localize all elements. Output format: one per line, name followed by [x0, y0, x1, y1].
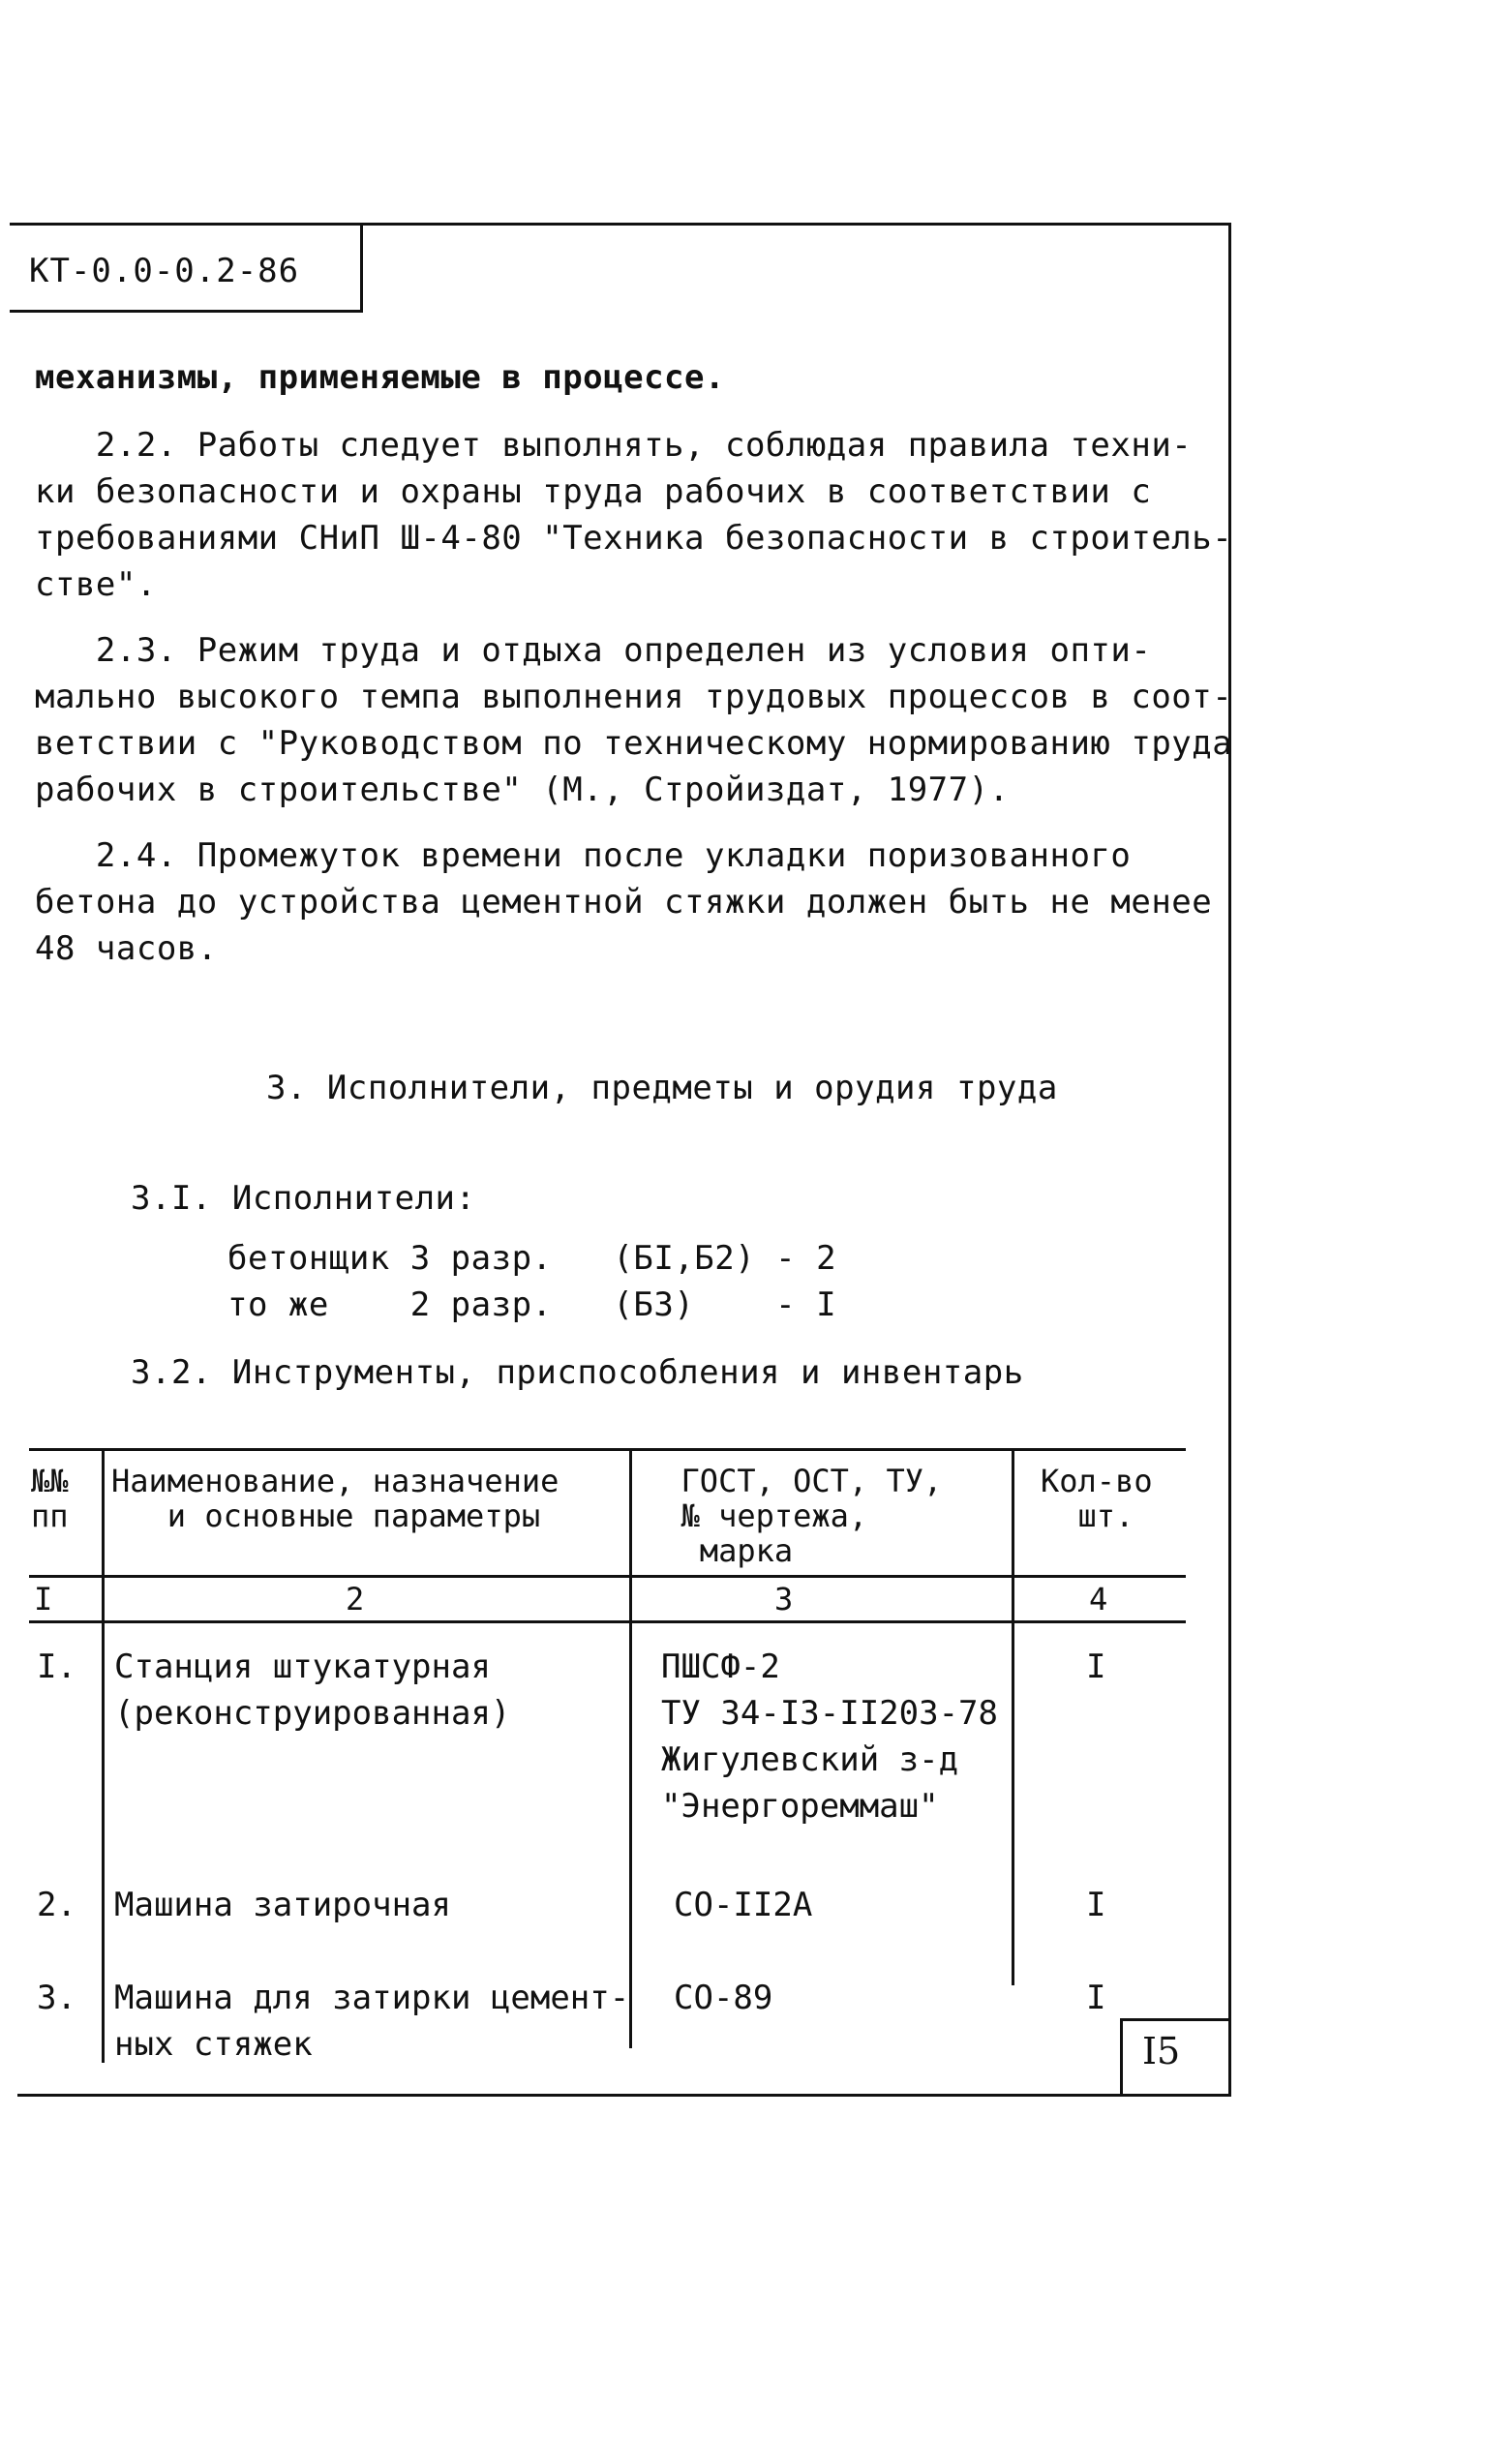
page-number: I5	[1142, 2030, 1181, 2072]
table-row-qty: I	[1086, 1979, 1106, 2017]
body-line: 48 часов.	[35, 929, 218, 968]
table-header-number: №№ пп	[31, 1463, 69, 1534]
body-line: механизмы, применяемые в процессе.	[35, 358, 725, 397]
body-line: ветствии с "Руководством по техническому нормированию труда	[35, 724, 1233, 763]
table-colnum: 3	[774, 1581, 794, 1618]
section-title: 3. Исполнители, предметы и орудия труда	[266, 1069, 1058, 1107]
body-line: требованиями СНиП Ш-4-80 "Техника безопасности в строитель-	[35, 519, 1233, 558]
table-colnum: 2	[346, 1581, 365, 1618]
subsection-title-performers: 3.I. Исполнители:	[131, 1179, 476, 1218]
table-colnum: I	[34, 1581, 53, 1618]
body-line: бетона до устройства цементной стяжки должен быть не менее	[35, 883, 1213, 922]
subsection-title-tools: 3.2. Инструменты, приспособления и инвентарь	[131, 1353, 1024, 1392]
document-code: КТ-0.0-0.2-86	[29, 252, 300, 290]
table-header-name: Наименование, назначение и основные параметры	[111, 1463, 559, 1534]
table-row-number: 3.	[37, 1979, 76, 2017]
table-row-name: Машина для затирки цемент- ных стяжек	[114, 1979, 630, 2064]
body-line: рабочих в строительстве" (М., Стройиздат, 1977).	[35, 771, 1010, 809]
body-line: 2.4. Промежуток времени после укладки поризованного	[35, 836, 1132, 875]
worker-line: то же 2 разр. (Б3) - I	[227, 1285, 837, 1324]
table-col-divider	[102, 1448, 105, 2063]
body-line: 2.2. Работы следует выполнять, соблюдая правила техни-	[35, 426, 1193, 465]
worker-line: бетонщик 3 разр. (БI,Б2) - 2	[227, 1239, 837, 1278]
table-row-number: I.	[37, 1648, 76, 1686]
table-col-divider	[1012, 1448, 1014, 1985]
table-row-spec: СО-89	[674, 1979, 773, 2017]
body-line: стве".	[35, 565, 157, 604]
page-frame-right	[1228, 223, 1231, 2096]
table-row-qty: I	[1086, 1648, 1106, 1686]
body-line: ки безопасности и охраны труда рабочих в соответствии с	[35, 472, 1152, 511]
table-header-spec: ГОСТ, ОСТ, ТУ, № чертежа, марка	[680, 1463, 943, 1569]
table-row-spec: ПШСФ-2 ТУ 34-I3-II203-78 Жигулевский з-д "Энергореммаш"	[661, 1648, 998, 1826]
table-row-name: Станция штукатурная (реконструированная)	[114, 1648, 511, 1733]
table-col-divider	[629, 1448, 632, 2048]
body-line: мально высокого темпа выполнения трудовых процессов в соот-	[35, 678, 1233, 716]
table-row-number: 2.	[37, 1886, 76, 1924]
table-row-spec: СО-II2А	[674, 1886, 813, 1924]
table-header-qty: Кол-во шт.	[1041, 1463, 1153, 1534]
body-line: 2.3. Режим труда и отдыха определен из условия опти-	[35, 631, 1152, 670]
page-frame-bottom	[17, 2094, 1231, 2097]
table-colnum: 4	[1089, 1581, 1108, 1618]
table-row-name: Машина затирочная	[114, 1886, 451, 1924]
table-row-qty: I	[1086, 1886, 1106, 1924]
